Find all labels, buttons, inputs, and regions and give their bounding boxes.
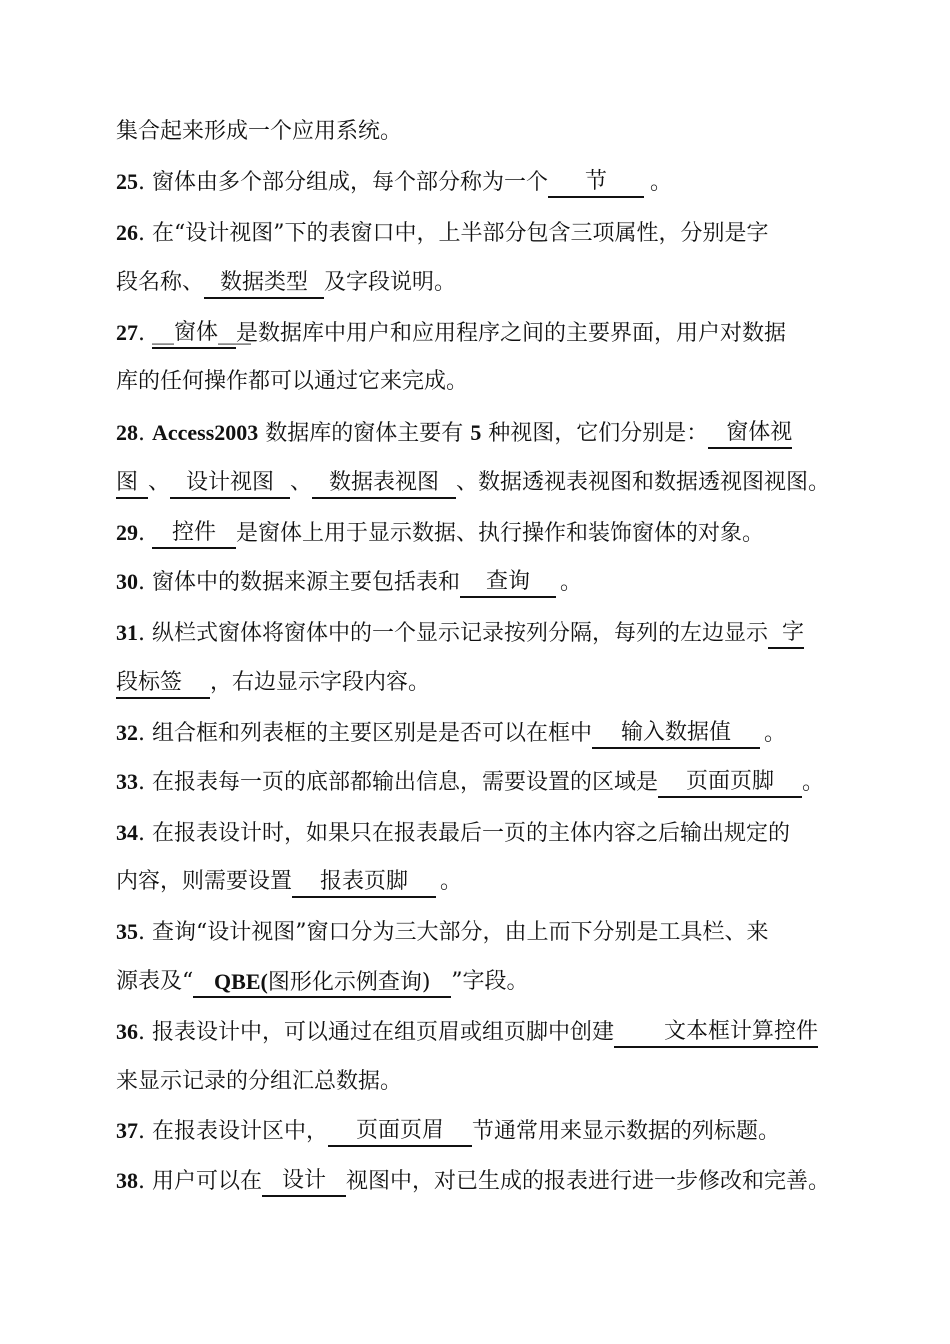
question-27	[116, 318, 866, 348]
question-26-continued	[116, 268, 866, 298]
question-34	[116, 818, 866, 848]
answer-blank: 查询	[460, 567, 556, 598]
question-number: 35	[116, 919, 138, 944]
question-37	[116, 1116, 866, 1146]
question-35	[116, 917, 866, 947]
answer-blank: 报表页脚	[292, 867, 436, 898]
question-text: 源表及“	[116, 969, 194, 994]
question-text: . 在“设计视图”下的表窗口中，上半部分包含三项属性，分别是字	[138, 221, 769, 246]
answer-blank: 数据类型	[204, 268, 324, 299]
question-28-continued	[116, 468, 866, 498]
question-text-end: 视图中，对已生成的报表进行进一步修改和完善。	[346, 1169, 831, 1194]
question-text-end: 。	[764, 721, 787, 746]
question-text: . 报表设计中，可以通过在组页眉或组页脚中创建	[138, 1020, 614, 1045]
question-text-end: ，右边显示字段内容。	[210, 670, 431, 695]
question-number: 37	[116, 1118, 138, 1143]
question-text: .	[138, 421, 152, 446]
bold-number: 5	[470, 420, 482, 445]
question-text-end: 节通常用来显示数据的列标题。	[472, 1119, 781, 1144]
answer-blank: __窗体___	[152, 318, 236, 349]
question-text: . 用户可以在	[138, 1169, 262, 1194]
question-27-continued	[116, 367, 866, 397]
question-number: 36	[116, 1019, 138, 1044]
answer-blank: 设计视图	[170, 468, 290, 499]
question-text-end: 是数据库中用户和应用程序之间的主要界面，用户对数据	[236, 321, 787, 346]
line-text: 来显示记录的分组汇总数据。	[116, 1069, 403, 1094]
question-29	[116, 518, 866, 548]
question-number: 29	[116, 520, 138, 545]
question-number: 30	[116, 569, 138, 594]
question-text-end: 。	[650, 170, 673, 195]
answer-blank: 页面页眉	[328, 1116, 472, 1147]
question-text: . 窗体中的数据来源主要包括表和	[138, 570, 460, 595]
question-28	[116, 418, 866, 448]
answer-text: 图形化示例查询)	[267, 970, 431, 995]
line-text: 集合起来形成一个应用系统。	[116, 119, 403, 144]
line-text: 库的任何操作都可以通过它来完成。	[116, 369, 469, 394]
answer-blank: 文本框计算控件	[614, 1017, 818, 1048]
answer-blank: 窗体视	[708, 418, 792, 449]
question-text-end: 。	[440, 869, 463, 894]
answer-blank: 字	[768, 618, 804, 649]
bold-term: Access2003	[152, 420, 259, 445]
answer-blank: 页面页脚	[658, 767, 802, 798]
question-26	[116, 218, 866, 248]
answer-blank: 图	[116, 468, 148, 499]
question-text: . 在报表每一页的底部都输出信息，需要设置的区域是	[138, 770, 658, 795]
question-number: 38	[116, 1168, 138, 1193]
question-text-end: 及字段说明。	[324, 270, 457, 295]
question-33	[116, 767, 866, 797]
answer-blank	[193, 967, 451, 998]
question-text: 种视图，它们分别是：	[481, 421, 709, 446]
question-number: 26	[116, 220, 138, 245]
question-text: .	[138, 321, 152, 346]
question-34-continued	[116, 867, 866, 897]
question-35-continued	[116, 967, 866, 997]
question-31	[116, 618, 866, 648]
answer-blank: 输入数据值	[592, 718, 760, 749]
answer-blank: 数据表视图	[312, 468, 456, 499]
question-number: 34	[116, 820, 138, 845]
question-text: . 窗体由多个部分组成，每个部分称为一个	[138, 170, 548, 195]
answer-blank: 段标签	[116, 668, 210, 699]
question-text: . 在报表设计时，如果只在报表最后一页的主体内容之后输出规定的	[138, 821, 790, 846]
question-text-end: 。	[560, 570, 583, 595]
question-text-end: 是窗体上用于显示数据、执行操作和装饰窗体的对象。	[236, 521, 765, 546]
question-number: 32	[116, 720, 138, 745]
question-number: 33	[116, 769, 138, 794]
question-text: 内容，则需要设置	[116, 869, 293, 894]
question-text-end: ”字段。	[451, 969, 529, 994]
bold-term: QBE(	[214, 969, 268, 994]
question-text-end: 、数据透视表视图和数据透视图视图。	[456, 470, 831, 495]
question-text: 段名称、	[116, 270, 205, 295]
question-36	[116, 1017, 866, 1047]
question-number: 28	[116, 420, 138, 445]
question-number: 27	[116, 320, 138, 345]
question-text: 数据库的窗体主要有	[258, 421, 471, 446]
question-text: . 查询“设计视图”窗口分为三大部分，由上而下分别是工具栏、来	[138, 920, 769, 945]
question-text: . 在报表设计区中，	[138, 1119, 328, 1144]
question-text: .	[138, 521, 152, 546]
question-number: 25	[116, 169, 138, 194]
separator: 、	[290, 470, 313, 495]
question-number: 31	[116, 620, 138, 645]
question-30	[116, 567, 866, 597]
question-25	[116, 167, 866, 197]
question-text: . 组合框和列表框的主要区别是是否可以在框中	[138, 721, 592, 746]
answer-blank: 节	[548, 167, 644, 198]
question-text: . 纵栏式窗体将窗体中的一个显示记录按列分隔，每列的左边显示	[138, 621, 768, 646]
question-text-end: 。	[802, 770, 825, 795]
answer-blank: 控件	[152, 518, 236, 549]
question-38	[116, 1166, 866, 1196]
text-line	[116, 117, 866, 147]
answer-blank: 设计	[262, 1166, 346, 1197]
separator: 、	[148, 470, 171, 495]
question-32	[116, 718, 866, 748]
question-31-continued	[116, 668, 866, 698]
question-36-continued	[116, 1067, 866, 1097]
